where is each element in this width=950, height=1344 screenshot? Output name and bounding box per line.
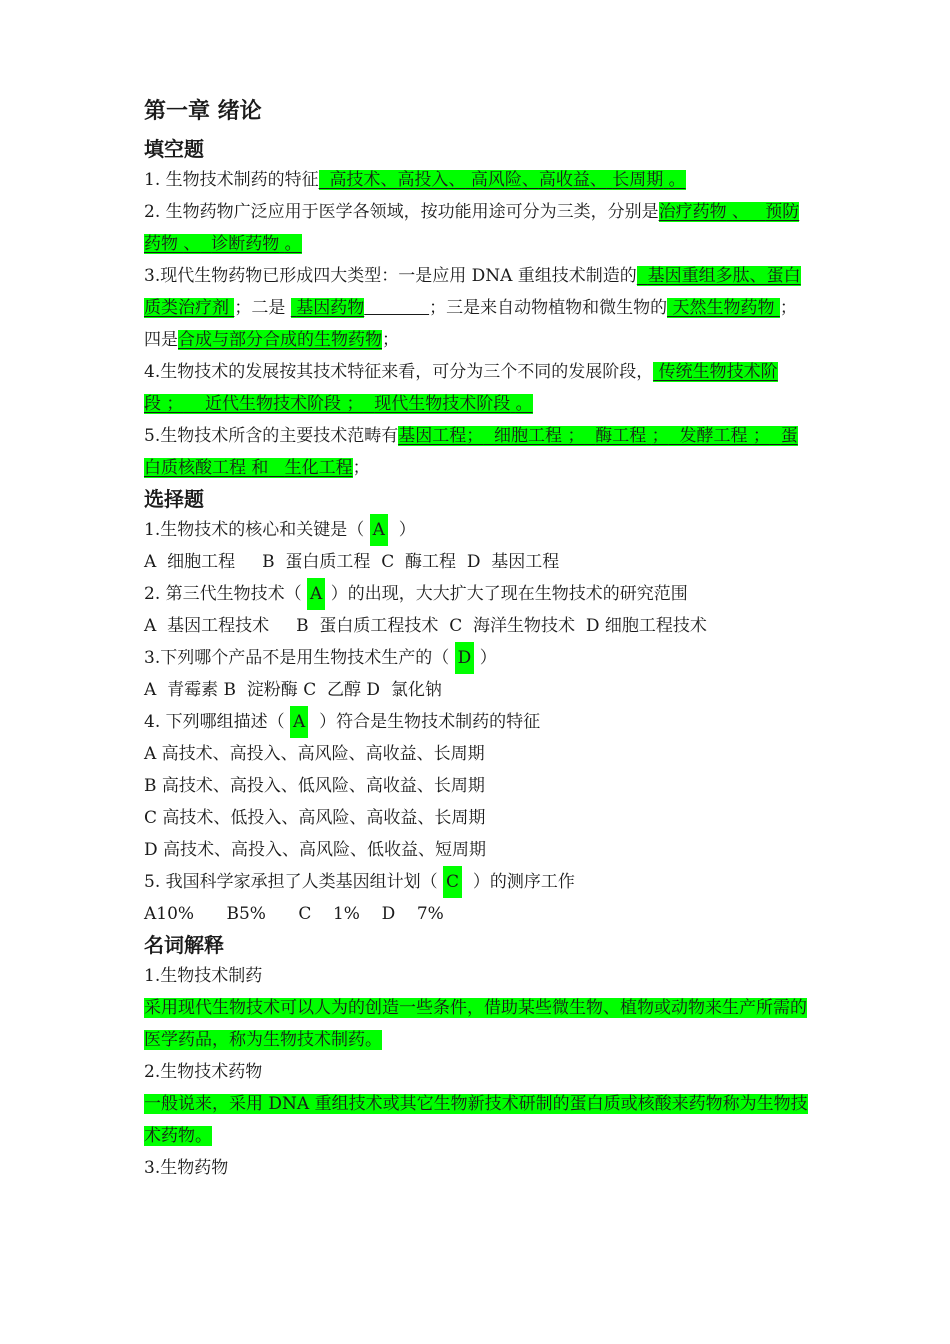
choice-question-4: 4. 下列哪组描述（ A ）符合是生物技术制药的特征 — [144, 706, 809, 738]
choice-answer: D — [455, 642, 475, 674]
fill-question-3: 3.现代生物药物已形成四大类型：一是应用 DNA 重组技术制造的 基因重组多肽、蛋白质类治疗剂 ；二是 基因药物 ；三是来自动物植物和微生物的 天然生物药物 ；四是合成与部分合成的生物药物； — [144, 266, 801, 350]
document-content — [144, 96, 809, 1184]
answer-blank: 高技术、高投入、 高风险、高收益、 长周期 。 — [319, 170, 686, 190]
choice-options-3: A 青霉素 B 淀粉酶 C 乙醇 D 氯化钠 — [144, 680, 442, 700]
answer-blank: 基因药物 — [291, 298, 364, 318]
choice-question-3: 3.下列哪个产品不是用生物技术生产的（ D ） — [144, 642, 809, 674]
choice-question-2: 2. 第三代生物技术（ A ）的出现，大大扩大了现在生物技术的研究范围 — [144, 578, 809, 610]
choice-option-4a: A 高技术、高投入、高风险、高收益、长周期 — [144, 744, 485, 764]
answer-blank: 天然生物药物 — [667, 298, 780, 318]
choice-heading: 选择题 — [144, 487, 204, 511]
terms-heading: 名词解释 — [144, 933, 224, 957]
term-2: 2.生物技术药物 — [144, 1062, 263, 1082]
term-1-definition: 采用现代生物技术可以人为的创造一些条件，借助某些微生物、植物或动物来生产所需的医学药品，称为生物技术制药。 — [144, 998, 807, 1050]
choice-options-5: A10% B5% C 1% D 7% — [144, 904, 444, 924]
choice-option-4b: B 高技术、高投入、低风险、高收益、长周期 — [144, 776, 485, 796]
answer-blank: 合成与部分合成的生物药物 — [178, 330, 382, 350]
answer-blank: 基因重组多肽、蛋白质类治疗剂 — [144, 266, 801, 318]
chapter-title: 第一章 绪论 — [144, 99, 262, 124]
fill-question-4: 4.生物技术的发展按其技术特征来看，可分为三个不同的发展阶段， 传统生物技术阶段 ； 近代生物技术阶段 ； 现代生物技术阶段 。 — [144, 362, 778, 414]
answer-blank: 治疗药物 、 预防药物 、 诊断药物 。 — [144, 202, 800, 254]
choice-answer: C — [443, 866, 462, 898]
choice-option-4c: C 高技术、低投入、高风险、高收益、长周期 — [144, 808, 486, 828]
choice-question-5: 5. 我国科学家承担了人类基因组计划（ C ）的测序工作 — [144, 866, 809, 898]
fill-question-2: 2. 生物药物广泛应用于医学各领域，按功能用途可分为三类，分别是治疗药物 、 预防药物 、 诊断药物 。 — [144, 202, 800, 254]
answer-blank: 传统生物技术阶段 ； 近代生物技术阶段 ； 现代生物技术阶段 。 — [144, 362, 778, 414]
fill-question-1: 1. 生物技术制药的特征 高技术、高投入、 高风险、高收益、 长周期 。 — [144, 170, 686, 190]
answer-blank: 基因工程； 细胞工程 ； 酶工程 ； 发酵工程 ； 蛋白质核酸工程 和 生化工程 — [144, 426, 798, 478]
fill-blank-heading: 填空题 — [144, 137, 204, 161]
choice-answer: A — [370, 514, 388, 546]
fill-question-5: 5.生物技术所含的主要技术范畴有基因工程； 细胞工程 ； 酶工程 ； 发酵工程 ； 蛋白质核酸工程 和 生化工程； — [144, 426, 798, 478]
choice-options-2: A 基因工程技术 B 蛋白质工程技术 C 海洋生物技术 D 细胞工程技术 — [144, 616, 707, 636]
choice-option-4d: D 高技术、高投入、高风险、低收益、短周期 — [144, 840, 487, 860]
choice-answer: A — [307, 578, 325, 610]
choice-options-1: A 细胞工程 B 蛋白质工程 C 酶工程 D 基因工程 — [144, 552, 560, 572]
choice-answer: A — [290, 706, 308, 738]
term-1: 1.生物技术制药 — [144, 966, 263, 986]
term-2-definition: 一般说来，采用 DNA 重组技术或其它生物新技术研制的蛋白质或核酸来药物称为生物技术药物。 — [144, 1094, 808, 1146]
term-3: 3.生物药物 — [144, 1158, 229, 1178]
choice-question-1: 1.生物技术的核心和关键是（ A ） — [144, 514, 809, 546]
